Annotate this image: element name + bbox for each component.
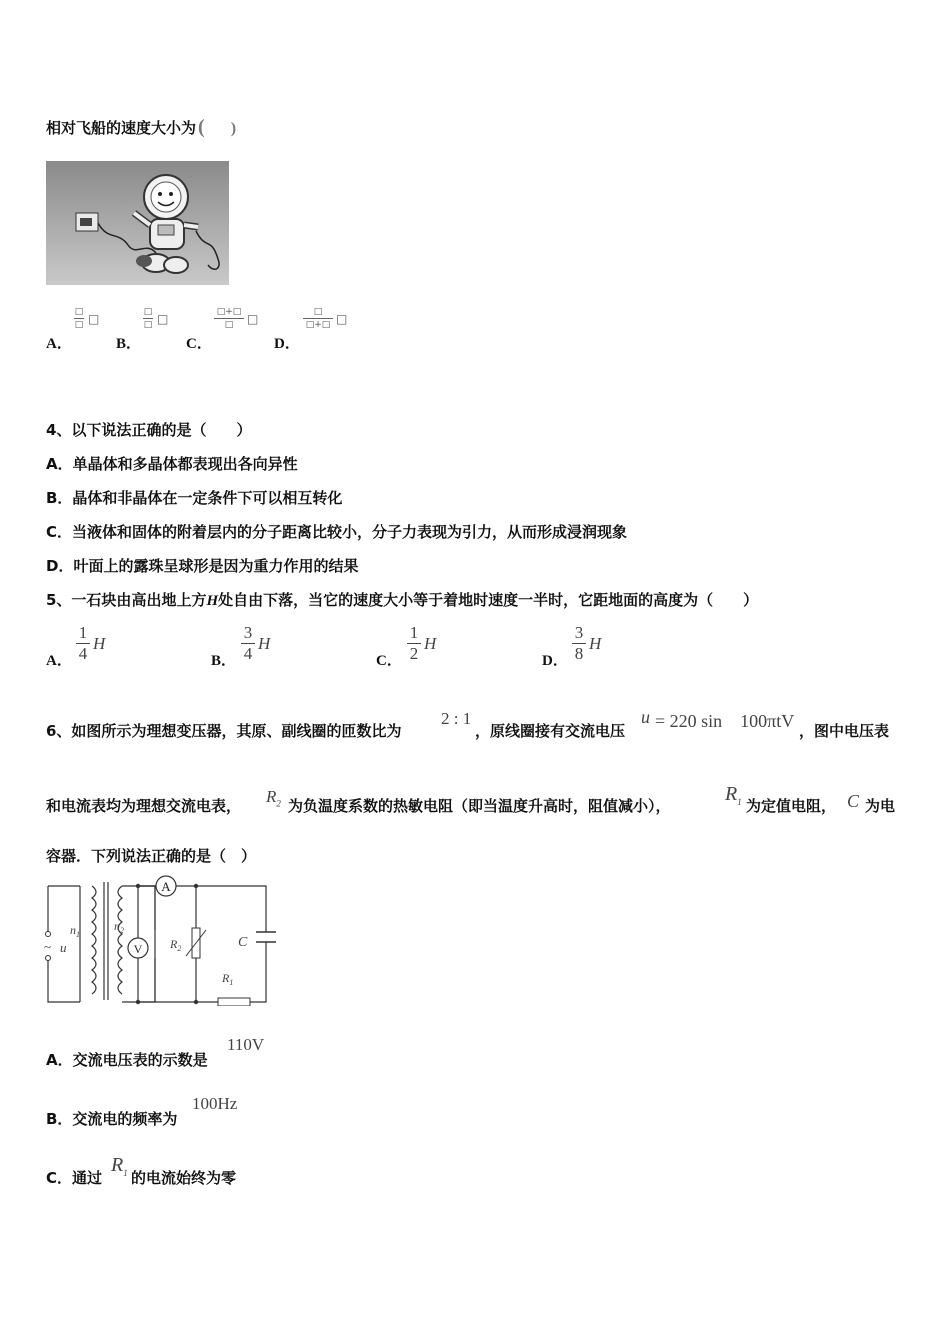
q3-option-d-num: □ (313, 307, 323, 317)
q6-option-c-text-a: C．通过 (46, 1169, 103, 1187)
q3-stem-text: 相对飞船的速度大小为 (46, 119, 197, 137)
source-label: u (60, 940, 67, 955)
q6-line1-c: ，图中电压表 (799, 722, 890, 740)
q6-line1-b: ，原线圈接有交流电压 (475, 722, 626, 740)
q3-option-d-label: D． (274, 336, 300, 352)
q6-option-c-text-b: 的电流始终为零 (131, 1169, 237, 1187)
q6-r1-letter: R (725, 783, 738, 805)
r1-label: $R_1$ (222, 971, 234, 987)
q3-option-c-tail: □ (247, 312, 259, 326)
q5-option-c-num: 1 (409, 623, 419, 642)
q4-stem: 4、以下说法正确的是（ ） (46, 421, 252, 439)
q5-option-d-var: H (589, 634, 602, 653)
q3-option-b-den: □ (143, 320, 153, 330)
q3-option-a-label: A． (46, 336, 72, 352)
q3-option-a-fraction (74, 307, 84, 330)
q6-line2-c: 为定值电阻， (746, 797, 837, 815)
q5-option-c-den: 2 (409, 644, 419, 663)
circuit-diagram (40, 872, 280, 1006)
ammeter-label: A (161, 879, 171, 894)
q6-r1-sub: 1 (737, 797, 742, 807)
voltmeter-label: V (133, 942, 143, 956)
q6-r1-symbol (725, 783, 742, 807)
q6-voltage-u: u (641, 707, 650, 727)
q6-option-c-math (111, 1154, 128, 1178)
q6-option-c-sub: 1 (123, 1168, 128, 1178)
q5-option-b-label: B． (211, 653, 237, 669)
q6-option-a-text: A．交流电压表的示数是 (46, 1051, 208, 1069)
q6-option-a-math: 110V (227, 1035, 265, 1054)
q4-option-c: C．当液体和固体的附着层内的分子距离比较小，分子力表现为引力，从而形成浸润现象 (46, 523, 628, 541)
q3-option-b-label: B． (116, 336, 142, 352)
q5-stem-var: H (206, 593, 219, 609)
q5-stem-b: 处自由下落，当它的速度大小等于着地时速度一半时，它距地面的高度为（ ） (218, 591, 759, 609)
q3-option-b-fraction (143, 307, 153, 330)
q3-paren-open: ( (198, 116, 205, 138)
q3-option-c-fraction (214, 307, 244, 330)
astronaut-illustration (46, 161, 229, 285)
q5-option-d-num: 3 (574, 623, 584, 642)
q5-option-c-fraction (407, 624, 421, 663)
q3-paren-close: ) (230, 120, 237, 137)
q5-option-a-den: 4 (78, 644, 88, 663)
q3-option-d-den: □+□ (305, 320, 331, 330)
q5-option-c-label: C． (376, 653, 402, 669)
q4-option-d: D．叶面上的露珠呈球形是因为重力作用的结果 (46, 557, 359, 575)
q6-option-b-text: B．交流电的频率为 (46, 1110, 178, 1128)
q3-option-d-fraction (303, 307, 333, 330)
q6-line2-d: 为电 (865, 797, 896, 815)
q5-option-c-var: H (424, 634, 437, 653)
astronaut-figure (46, 161, 229, 285)
q3-option-a-den: □ (74, 320, 84, 330)
q6-r2-letter: R (266, 787, 277, 806)
q5-option-b-den: 4 (243, 644, 253, 663)
q6-voltage-expr: = 220 sin 100πtV (655, 711, 795, 731)
q6-cap-symbol: C (847, 791, 860, 811)
transformer-circuit (40, 872, 280, 1006)
r2-label: $R_2$ (170, 937, 182, 953)
cap-label: C (238, 935, 248, 950)
q5-option-d-den: 8 (574, 644, 584, 663)
q5-stem (46, 589, 758, 610)
q3-option-a-num: □ (74, 307, 84, 317)
q5-option-b-fraction (241, 624, 255, 663)
q6-option-c-r: R (111, 1154, 124, 1176)
q6-r2-sub: 2 (276, 798, 281, 809)
q5-option-a-var: H (93, 634, 106, 653)
q4-option-a: A．单晶体和多晶体都表现出各向异性 (46, 455, 298, 473)
q5-option-b-num: 3 (243, 623, 253, 642)
q3-option-b-tail: □ (157, 312, 169, 326)
q6-ratio: 2 : 1 (441, 709, 472, 728)
q5-option-b-var: H (258, 634, 271, 653)
q3-stem (46, 116, 236, 139)
q5-option-a-label: A． (46, 653, 72, 669)
q3-option-b-num: □ (143, 307, 153, 317)
q6-r2-symbol (266, 787, 281, 808)
q3-option-d-tail: □ (336, 312, 348, 326)
q6-line2-a: 和电流表均为理想交流电表， (46, 797, 242, 815)
q6-line3: 容器．下列说法正确的是（ ） (46, 847, 257, 865)
n2-label: $n_2$ (114, 919, 124, 935)
q6-option-b-math: 100Hz (192, 1094, 238, 1113)
q5-stem-a: 5、一石块由高出地上方 (46, 591, 207, 609)
q5-option-a-num: 1 (78, 623, 88, 642)
q5-option-d-fraction (572, 624, 586, 663)
q3-option-a-tail: □ (88, 312, 100, 326)
q3-option-c-num: □+□ (216, 307, 242, 317)
q3-option-c-label: C． (186, 336, 212, 352)
q5-option-d-label: D． (542, 653, 568, 669)
ac-source-symbol: ~ (44, 939, 52, 954)
q6-line1-a: 6、如图所示为理想变压器，其原、副线圈的匝数比为 (46, 722, 402, 740)
n1-label: $n_1$ (70, 923, 80, 939)
q3-option-c-den: □ (224, 320, 234, 330)
q4-option-b: B．晶体和非晶体在一定条件下可以相互转化 (46, 489, 343, 507)
q5-option-a-fraction (76, 624, 90, 663)
q6-line2-b: 为负温度系数的热敏电阻（即当温度升高时，阻值减小）， (288, 797, 671, 815)
